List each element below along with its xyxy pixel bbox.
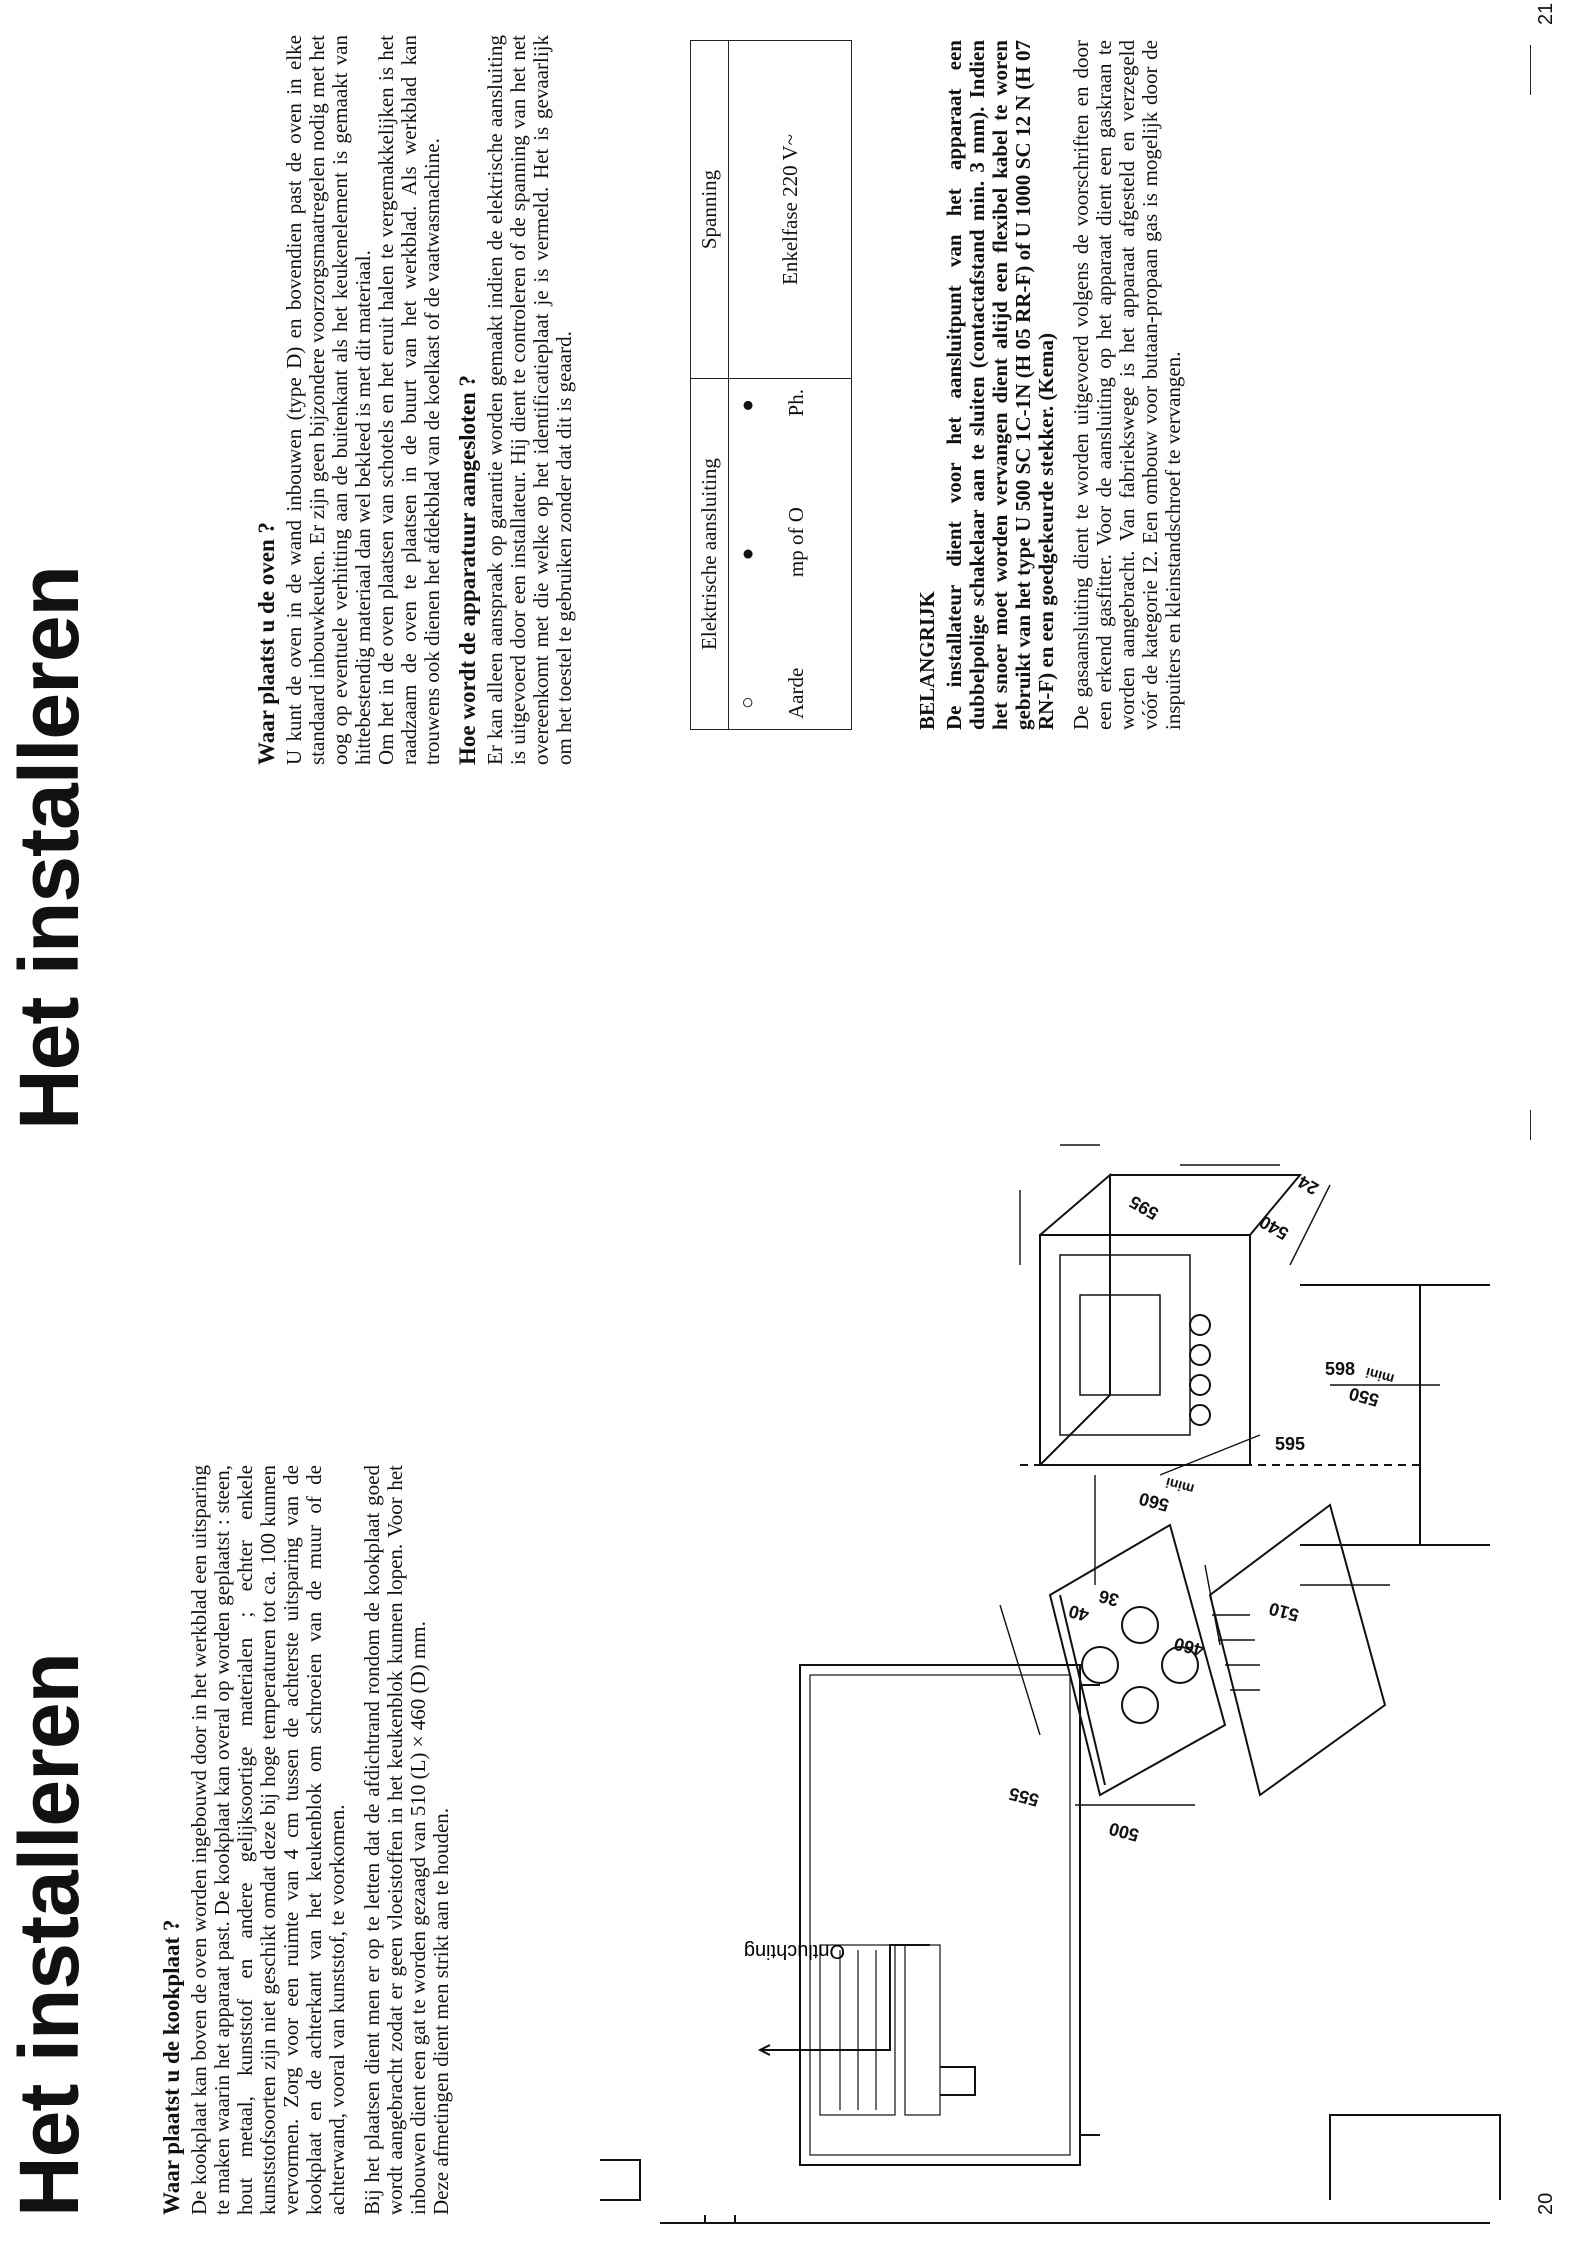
hob-heading: Waar plaatst u de kookplaat ? — [159, 1919, 184, 2215]
dim-560: 560 — [1136, 1488, 1172, 1516]
dim-24: 24 — [1294, 1171, 1322, 1199]
label-neutral: mp of O — [784, 507, 808, 578]
dim-40: 40 — [1066, 1600, 1092, 1626]
oven-paragraph-2: Om het in de oven plaatsen van schotels en het eruit halen te vergemakkelijken is het raadzaam de oven te plaatsen in de buurt van het werkblad. Als werkblad kan trouwens ook dienen het afdekblad van de koelkast of de vaatwasmachine. — [374, 35, 444, 765]
dim-460: 460 — [1171, 1633, 1207, 1661]
oven-heading: Waar plaatst u de oven ? — [254, 521, 279, 765]
table-cell-voltage: Enkelfase 220 V~ — [729, 41, 852, 379]
right-text-column — [255, 35, 576, 765]
dim-540: 540 — [1255, 1211, 1292, 1244]
table-header-voltage: Spanning — [691, 41, 729, 379]
dim-595-a: 595 — [1125, 1191, 1162, 1224]
important-block — [915, 40, 1185, 730]
important-text: De installateur dient voor het aansluitpunt van het apparaat een dubbelpolige schakelaar aan te sluiten (contactafstand min. 3 mm). Indien het snoer moet worden vervangen dient altijd een flexibel kabel te woren gebruikt van het type U 500 SC 1C-1N (H 05 RR-F) of U 1000 SC 12 N (H 07 RN-F) en een goedgekeurde stekker. (Kema) — [942, 40, 1058, 730]
installation-diagram — [0, 1125, 1587, 2245]
connection-paragraph: Er kan alleen aanspraak op garantie worden gemaakt indien de elektrische aansluiting is uitgevoerd door een installateur. Hij dient te controleren of de spanning van het net overeenkomt met die welke op het identificatieplaat je is vermeld. Het is gevaarlijk om het toestel te gebruiken zonder dat dit is geaard. — [483, 35, 576, 765]
important-heading: BELANGRIJK — [915, 591, 939, 730]
hob-paragraph-1: De kookplaat kan boven de oven worden ingebouwd door in het werkblad een uitsparing te maken waarin het apparaat past. De kookplaat kan overal op worden geplaatst : steen, hout metaal, kunststof en andere gelijksoortige materialen ; echter enkele kunststofsoorten zijn niet geschikt omdat deze bij hoge temperaturen tot ca. 100 kunnen vervormen. Zorg voor een ruimte van 4 cm tussen de achterste uitsparing van de kookplaat en de achterkant van het keukenblok om schroeien van de muur of de achterwand, vooral van kunststof, te voorkomen. — [187, 1465, 349, 2215]
table-header-connection: Elektrische aansluiting — [691, 379, 729, 730]
vent-label: Ontluchting — [743, 1940, 845, 1962]
table-cell-connection — [729, 379, 852, 730]
hob-paragraph-3: Deze afmetingen dient men strikt aan te houden. — [429, 1807, 453, 2215]
gas-paragraph: De gasaansluiting dient te worden uitgevoerd volgens de voorschriften en door een erkend gasfitter. Voor de aansluiting op het apparaat dient een gaskraan te worden aangebracht. Van fabriekswege is het apparaat afgesteld en verzegeld vóór de kategorie I2. Een ombouw voor butaan-propaan gas is mogelijk door de inspuiters en kleinstandschroef te vervangen. — [1069, 40, 1185, 730]
dim-510: 510 — [1266, 1598, 1302, 1626]
dim-500: 500 — [1106, 1818, 1142, 1846]
label-earth: Aarde — [784, 667, 808, 719]
electrical-table — [690, 40, 852, 730]
connector-neutral: ● — [735, 547, 759, 561]
dim-598: 598 — [1325, 1359, 1356, 1379]
connector-earth: ○ — [735, 696, 759, 709]
hob-paragraph-2: Bij het plaatsen dient men er op te letten dat de afdichtrand rondom de kookplaat goed wordt aangebracht zodat er geen vloeistoffen in het keukenblok kunnen lopen. Voor het inbouwen dient een gat te worden gezaagd van 510 (L) × 460 (D) mm. — [360, 1465, 430, 2215]
right-page-title: Het installeren — [2, 566, 96, 1130]
left-page-title: Het installeren — [2, 1653, 96, 2217]
right-page-rule — [1530, 45, 1531, 95]
dim-36: 36 — [1096, 1585, 1122, 1611]
connector-phase: ● — [735, 399, 759, 412]
connection-heading: Hoe wordt de apparatuur aangesloten ? — [455, 375, 480, 765]
oven-paragraph-1: U kunt de oven in de wand inbouwen (type D) en bovendien past de oven in elke standaard inbouwkeuken. Er zijn geen bijzondere voorzorgsmaatregelen nodig met het oog op eventuele verhitting aan de buitenkant als het keukenelement is gemaakt van hittebestendig materiaal dan wel bekleed is met dit materiaal. — [282, 35, 375, 765]
label-phase: Ph. — [784, 389, 808, 417]
cooktop-drawing — [1020, 1175, 1490, 1795]
left-page-rule — [1530, 1110, 1531, 1140]
dim-595-b: 595 — [1275, 1434, 1306, 1454]
right-page-number: 21 — [1535, 2, 1557, 25]
left-page-number: 20 — [1535, 2192, 1557, 2215]
dim-550-mini: mini — [1363, 1364, 1396, 1388]
dim-555: 555 — [1006, 1783, 1042, 1811]
dim-560-mini: mini — [1163, 1474, 1196, 1498]
dim-550: 550 — [1346, 1383, 1382, 1411]
